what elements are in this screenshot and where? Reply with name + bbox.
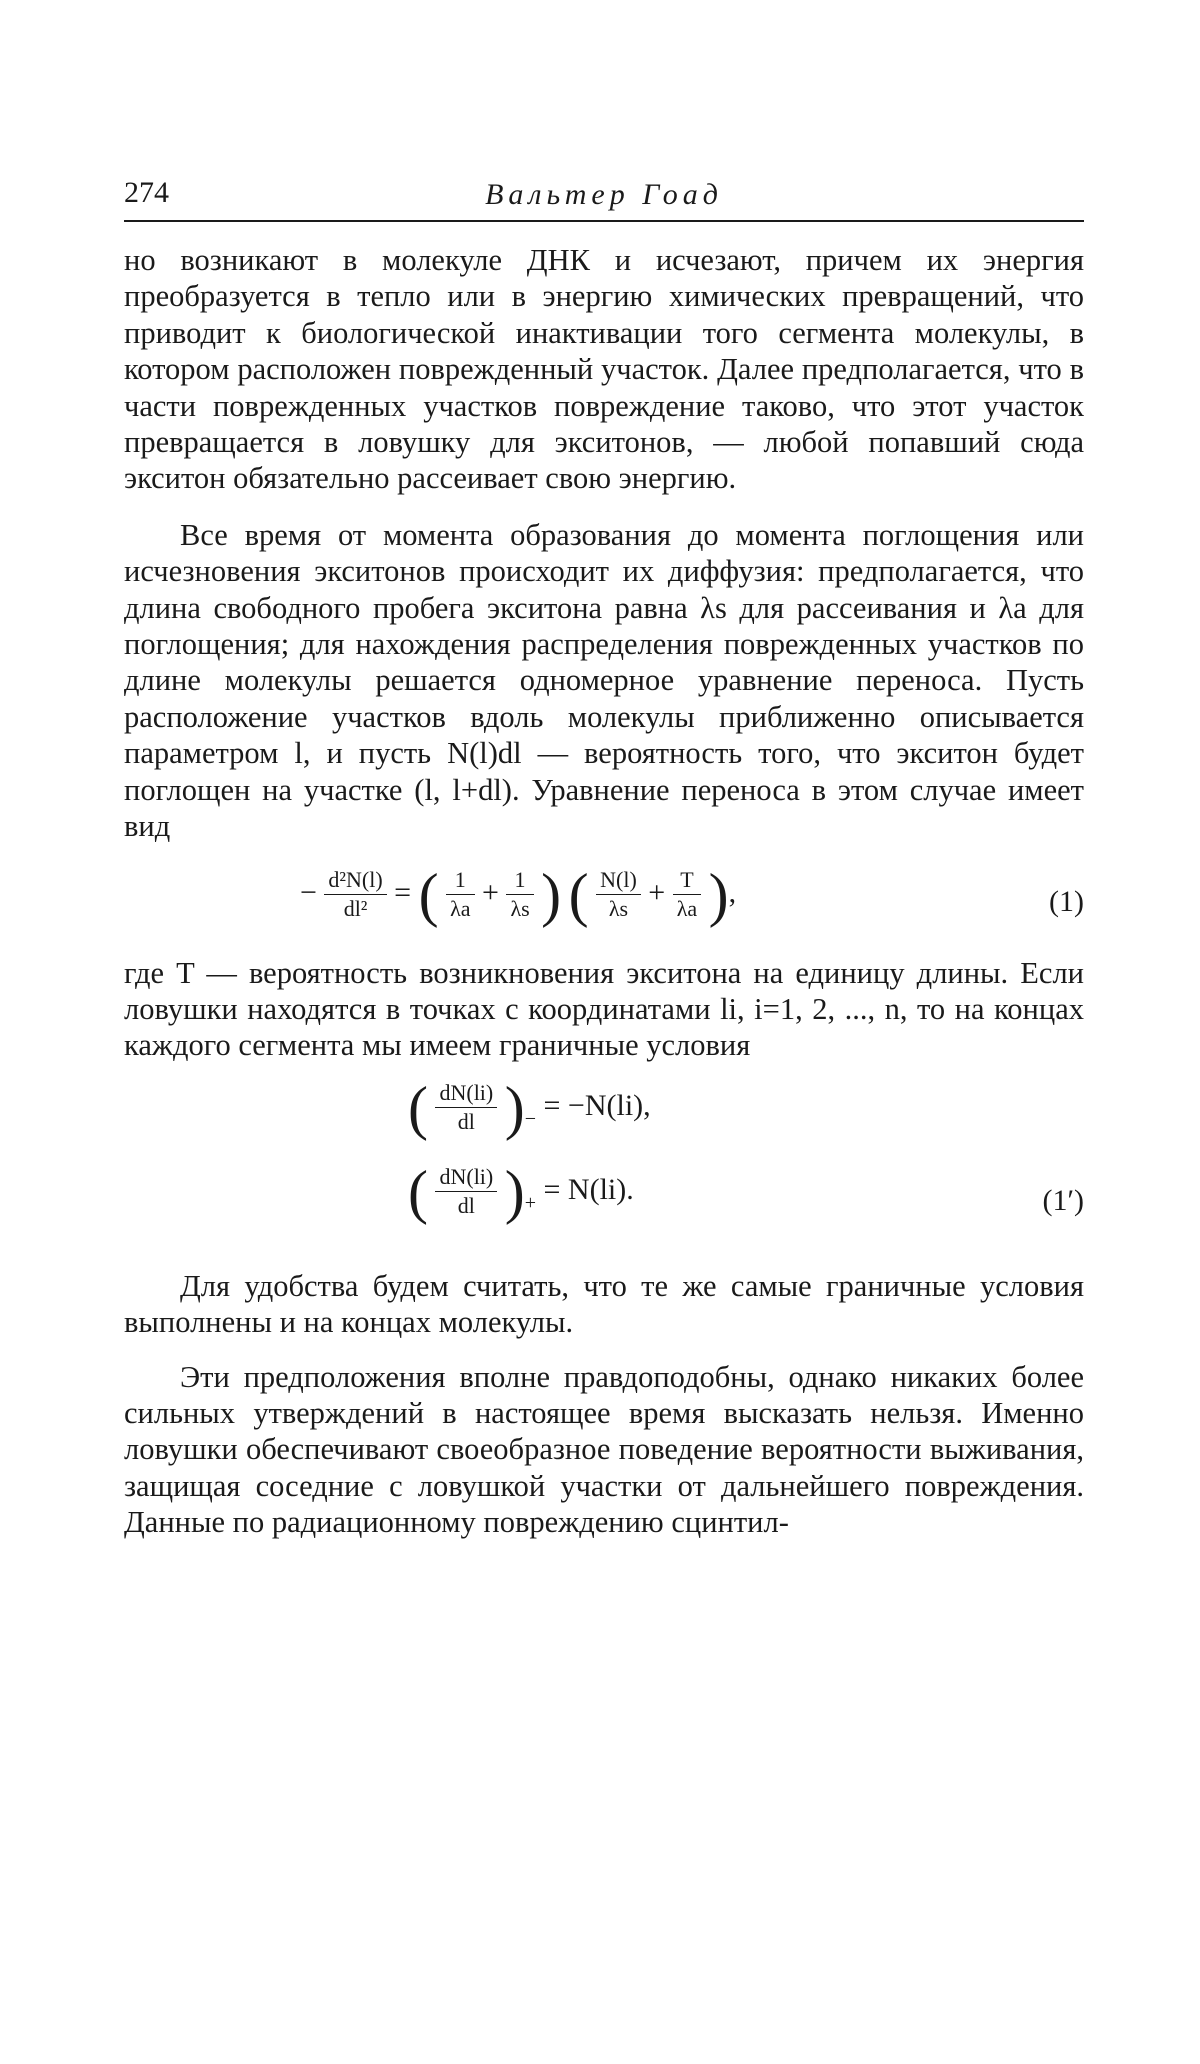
eq2-r2-fraction xyxy=(435,1163,497,1220)
eq2-r1-denominator: dl xyxy=(457,1109,475,1135)
book-page xyxy=(124,170,1084,1541)
eq1-fraction-2 xyxy=(506,866,533,923)
eq1-fraction-3 xyxy=(596,866,641,923)
eq1-paren-open-2: ( xyxy=(568,861,589,928)
eq1-fraction-4 xyxy=(673,866,701,923)
eq1-f2-denominator: λs xyxy=(510,896,530,921)
eq1-comma: , xyxy=(728,875,737,909)
eq1-f3-numerator: N(l) xyxy=(596,866,641,895)
eq1-f2-numerator: 1 xyxy=(506,866,533,895)
eq1-f4-numerator: T xyxy=(673,866,701,895)
eq2-r1-fraction xyxy=(435,1079,497,1136)
eq1-f4-denominator: λa xyxy=(676,896,698,921)
paragraph-5: Эти предположения вполне правдоподобны, однако никаких более сильных утверждений в настоящее время высказать нельзя. Именно ловушки обеспечивают своеобразное поведение вероятности выживания, защищая соседние с ловушкой участки от дальнейшего повреждения. Данные по радиационному повреждению сцинтил- xyxy=(124,1359,1084,1540)
eq1-plus-1: + xyxy=(482,875,499,909)
eq1-f1-numerator: 1 xyxy=(446,866,474,895)
paragraph-2: Все время от момента образования до момента поглощения или исчезновения экситонов происходит их диффузия: предполагается, что длина свободного пробега экситона равна λs для рассеивания и λa для поглощения; для нахождения распределения поврежденных участков по длине молекулы решается одномерное уравнение переноса. Пусть расположение участков вдоль молекулы приближенно описывается параметром l, и пусть N(l)dl — вероятность того, что экситон будет поглощен на участке (l, l+dl). Уравнение переноса в этом случае имеет вид xyxy=(124,517,1084,844)
paragraph-3: где T — вероятность возникновения экситона на единицу длины. Если ловушки находятся в точках с координатами li, i=1, 2, ..., n, то на концах каждого сегмента мы имеем граничные условия xyxy=(124,955,1084,1063)
eq2-r1-subscript: − xyxy=(524,1107,537,1130)
eq1-plus-2: + xyxy=(648,875,666,909)
equation-1 xyxy=(124,859,1084,951)
eq2-r2-numerator: dN(li) xyxy=(435,1163,497,1192)
equation-1-prime-number: (1′) xyxy=(1042,1183,1084,1217)
eq2-r2-paren-close: ) xyxy=(504,1158,525,1225)
eq1-paren-close-2: ) xyxy=(708,861,729,928)
eq1-minus: − xyxy=(300,875,317,909)
eq1-paren-close-1: ) xyxy=(541,861,562,928)
eq1-lhs-fraction xyxy=(324,866,386,923)
eq1-equals: = xyxy=(394,875,412,909)
eq2-r1-numerator: dN(li) xyxy=(435,1079,497,1108)
equation-1-prime xyxy=(124,1074,1084,1246)
eq2-r1-rhs: = −N(li), xyxy=(543,1088,651,1122)
eq2-r2-rhs: = N(li). xyxy=(543,1172,634,1206)
eq2-r2-subscript: + xyxy=(524,1191,537,1214)
eq2-row-2 xyxy=(408,1158,634,1225)
page-number: 274 xyxy=(124,176,169,209)
equation-1-number: (1) xyxy=(1049,884,1084,918)
running-title: Вальтер Гоад xyxy=(485,178,723,211)
paragraph-1: но возникают в молекуле ДНК и исчезают, причем их энергия преобразуется в тепло или в энергию химических превращений, что приводит к биологической инактивации того сегмента молекулы, в котором расположен поврежденный участок. Далее предполагается, что в части поврежденных участков повреждение таково, что этот участок превращается в ловушку для экситонов, — любой попавший сюда экситон обязательно рассеивает свою энергию. xyxy=(124,243,1084,496)
eq1-lhs-denominator: dl² xyxy=(343,896,368,921)
eq2-row-1 xyxy=(408,1074,651,1141)
paragraph-4: Для удобства будем считать, что те же самые граничные условия выполнены и на концах молекулы. xyxy=(124,1268,1084,1340)
eq1-lhs-numerator: d²N(l) xyxy=(324,866,386,895)
eq1-f1-denominator: λa xyxy=(450,896,471,921)
eq1-paren-open-1: ( xyxy=(418,861,439,928)
eq1-f3-denominator: λs xyxy=(608,896,629,921)
eq1-fraction-1 xyxy=(446,866,474,923)
eq2-r1-paren-open: ( xyxy=(408,1074,428,1141)
eq2-r2-paren-open: ( xyxy=(408,1158,428,1225)
eq2-r2-denominator: dl xyxy=(457,1193,475,1219)
eq2-r1-paren-close: ) xyxy=(504,1074,525,1141)
page-header xyxy=(124,170,1084,222)
